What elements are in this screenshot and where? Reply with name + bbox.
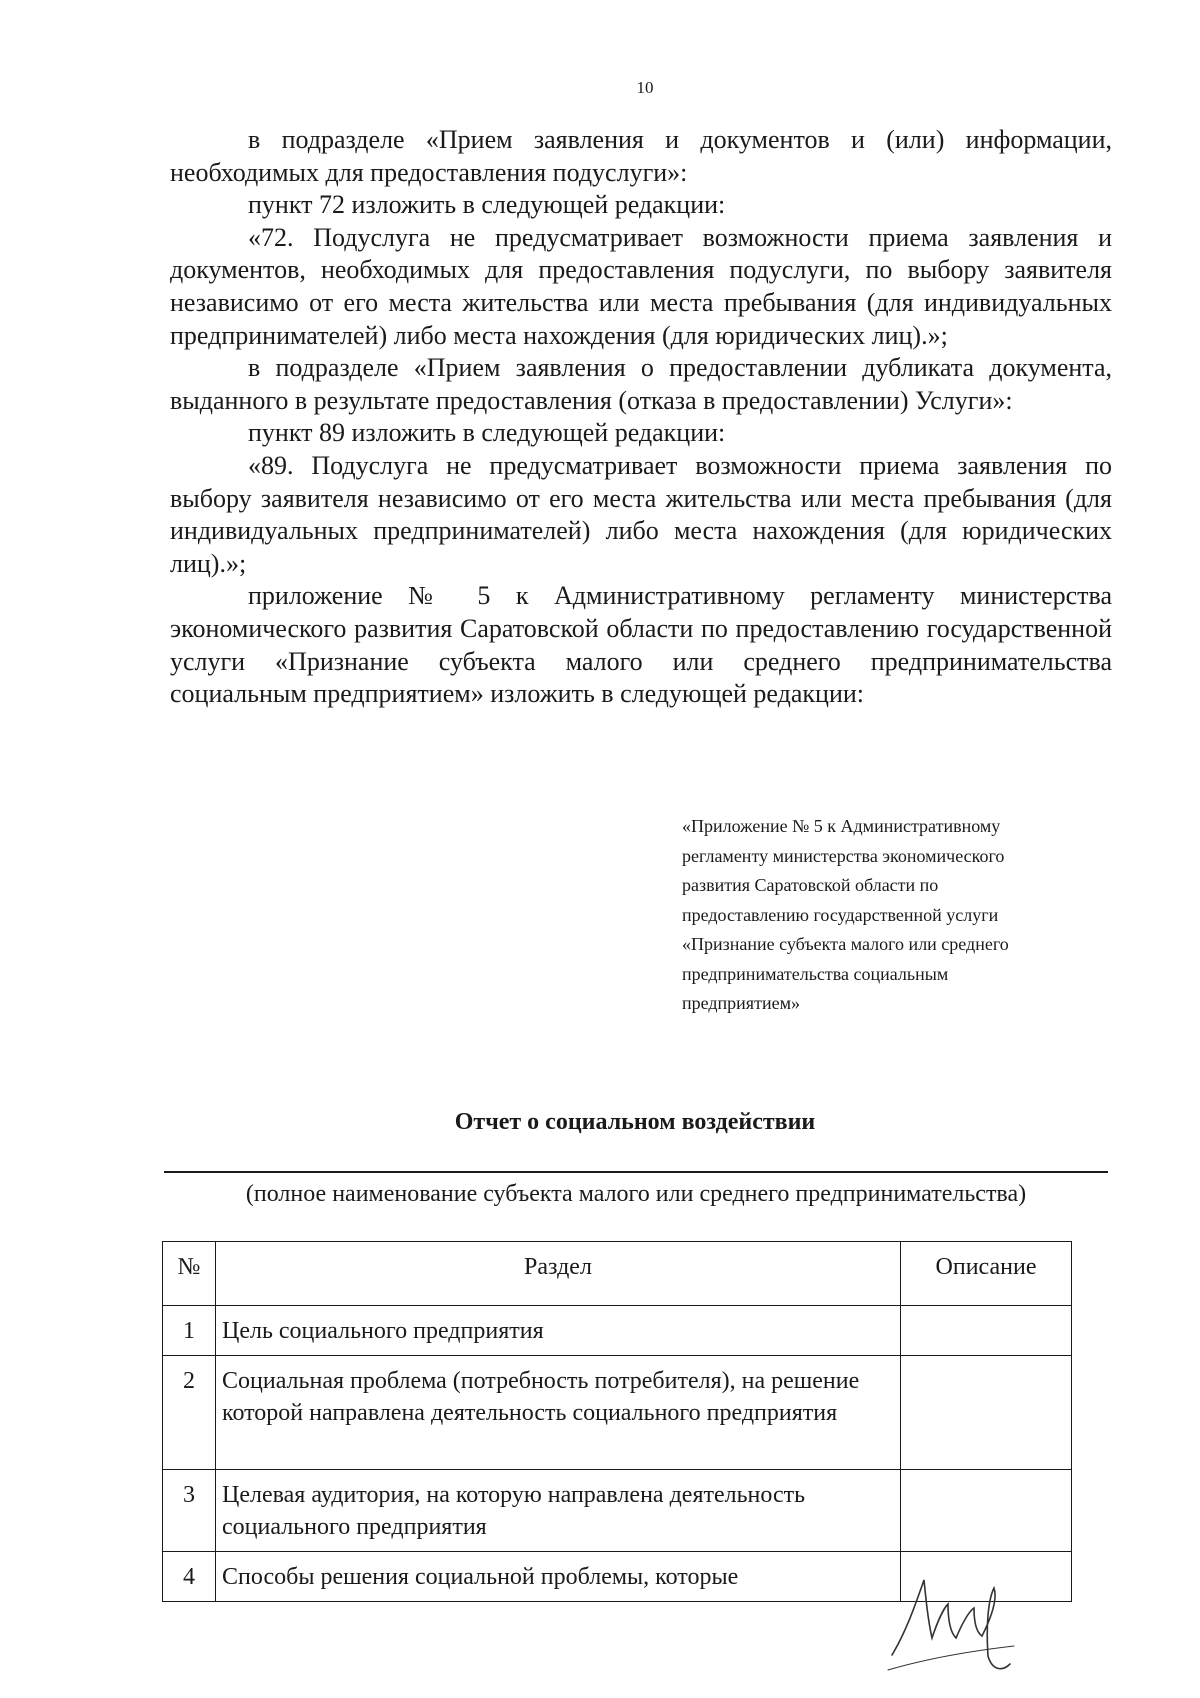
header-section: Раздел <box>216 1242 901 1306</box>
row-description <box>901 1306 1072 1356</box>
row-section: Способы решения социальной проблемы, которые <box>216 1552 901 1602</box>
paragraph: пункт 89 изложить в следующей редакции: <box>248 418 726 448</box>
row-number: 1 <box>163 1306 216 1356</box>
paragraph: «72. Подуслуга не предусматривает возможности приема заявления и документов, необходимых для предоставления подуслуги, по выбору заявителя независимо от его места жительства или места пребывания (для индивидуальных предпринимателей) либо места нахождения (для юридических лиц).»; <box>170 222 1112 350</box>
signature-mark <box>882 1560 1022 1680</box>
paragraph: в подразделе «Прием заявления о предоставлении дубликата документа, выданного в результате предоставления (отказа в предоставлении) Услуги»: <box>170 353 1112 415</box>
paragraph: в подразделе «Прием заявления и документов и (или) информации, необходимых для предоставления подуслуги»: <box>170 125 1112 187</box>
row-section: Целевая аудитория, на которую направлена деятельность социального предприятия <box>216 1470 901 1552</box>
row-section: Цель социального предприятия <box>216 1306 901 1356</box>
row-section: Социальная проблема (потребность потребителя), на решение которой направлена деятельность социального предприятия <box>216 1356 901 1470</box>
row-number: 2 <box>163 1356 216 1470</box>
row-description <box>901 1470 1072 1552</box>
body-text <box>170 124 1112 711</box>
header-number: № <box>163 1242 216 1306</box>
row-number: 3 <box>163 1470 216 1552</box>
paragraph: пункт 72 изложить в следующей редакции: <box>248 190 726 220</box>
report-table <box>162 1241 1072 1602</box>
entity-name-caption: (полное наименование субъекта малого или среднего предпринимательства) <box>245 1181 1027 1207</box>
table-row <box>163 1356 1072 1470</box>
entity-name-line <box>164 1171 1108 1173</box>
annex-reference: «Приложение № 5 к Административному регламенту министерства экономического развития Саратовской области по предоставлению государственной услуги «Признание субъекта малого или среднего предпринимательства социальным предприятием» <box>682 816 1009 1013</box>
row-number: 4 <box>163 1552 216 1602</box>
report-title: Отчет о социальном воздействии <box>454 1109 816 1135</box>
paragraph: «89. Подуслуга не предусматривает возможности приема заявления по выбору заявителя независимо от его места жительства или места пребывания (для индивидуальных предпринимателей) либо места нахождения (для юридических лиц).»; <box>170 450 1112 578</box>
page-number: 10 <box>636 78 654 97</box>
table-header-row <box>163 1242 1072 1306</box>
header-description: Описание <box>901 1242 1072 1306</box>
row-description <box>901 1356 1072 1470</box>
table-row <box>163 1306 1072 1356</box>
table-row <box>163 1470 1072 1552</box>
paragraph: приложение № 5 к Административному регламенту министерства экономического развития Саратовской области по предоставлению государственной услуги «Признание субъекта малого или среднего предпринимательства социальным предприятием» изложить в следующей редакции: <box>170 581 1112 709</box>
